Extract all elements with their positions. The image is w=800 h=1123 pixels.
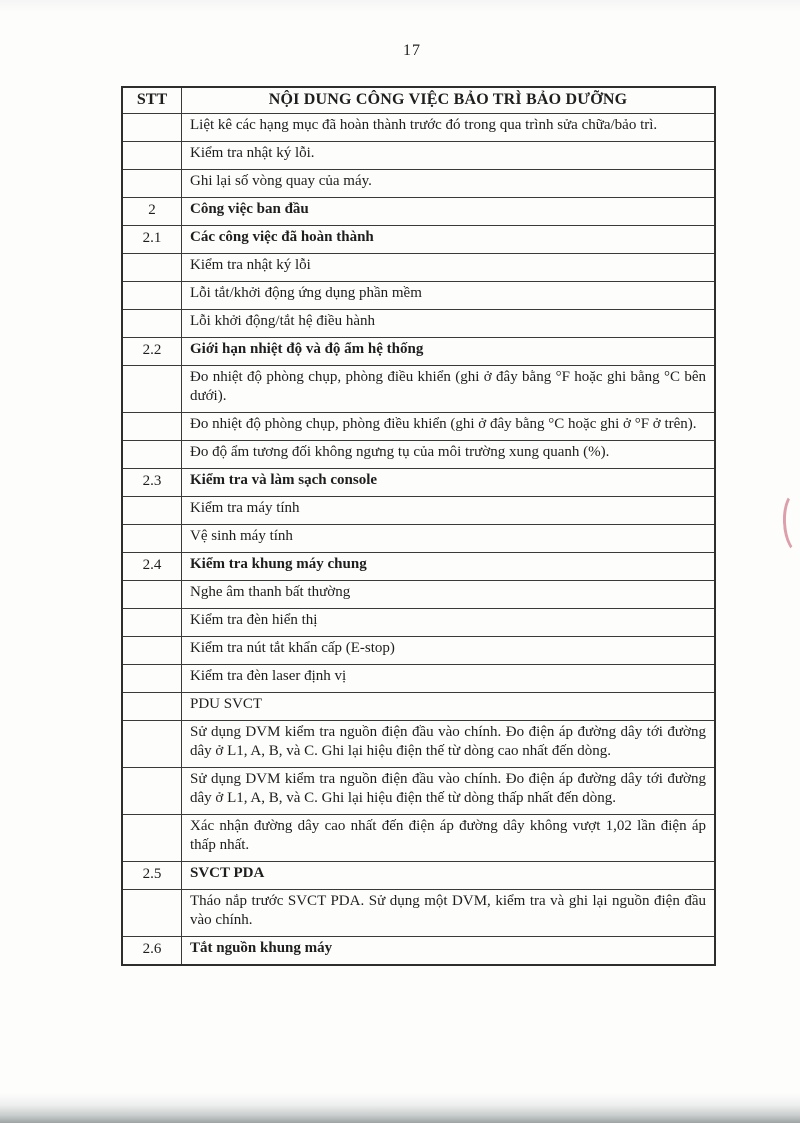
table-row <box>122 768 715 815</box>
row-content-cell: Công việc ban đầu <box>182 198 716 226</box>
row-number-cell <box>122 170 182 198</box>
table-row <box>122 890 715 937</box>
row-content-cell: Kiểm tra nhật ký lỗi <box>182 254 716 282</box>
table-row <box>122 282 715 310</box>
row-number-cell: 2.4 <box>122 553 182 581</box>
row-content-cell: Kiểm tra đèn laser định vị <box>182 665 716 693</box>
row-content-cell: Đo độ ẩm tương đối không ngưng tụ của môi trường xung quanh (%). <box>182 441 716 469</box>
row-content-cell: Lỗi khởi động/tắt hệ điều hành <box>182 310 716 338</box>
row-content-cell: Kiểm tra khung máy chung <box>182 553 716 581</box>
maintenance-table-body <box>122 114 715 966</box>
row-number-cell <box>122 114 182 142</box>
table-row <box>122 114 715 142</box>
table-row <box>122 693 715 721</box>
row-number-cell <box>122 310 182 338</box>
row-number-cell <box>122 581 182 609</box>
row-content-cell: Các công việc đã hoàn thành <box>182 226 716 254</box>
row-content-cell: Kiểm tra và làm sạch console <box>182 469 716 497</box>
header-row <box>122 87 715 114</box>
row-number-cell <box>122 254 182 282</box>
row-number-cell: 2.3 <box>122 469 182 497</box>
table-row <box>122 310 715 338</box>
row-content-cell: Xác nhận đường dây cao nhất đến điện áp đường dây không vượt 1,02 lần điện áp thấp nhất. <box>182 815 716 862</box>
table-row <box>122 609 715 637</box>
row-number-cell <box>122 497 182 525</box>
row-number-cell <box>122 142 182 170</box>
row-content-cell: PDU SVCT <box>182 693 716 721</box>
row-content-cell: Tắt nguồn khung máy <box>182 937 716 966</box>
table-row <box>122 581 715 609</box>
row-number-cell: 2 <box>122 198 182 226</box>
table-row <box>122 665 715 693</box>
row-content-cell: Giới hạn nhiệt độ và độ ẩm hệ thống <box>182 338 716 366</box>
row-content-cell: Lỗi tắt/khởi động ứng dụng phần mềm <box>182 282 716 310</box>
row-number-cell <box>122 665 182 693</box>
row-content-cell: SVCT PDA <box>182 862 716 890</box>
table-row <box>122 170 715 198</box>
row-content-cell: Tháo nắp trước SVCT PDA. Sử dụng một DVM, kiểm tra và ghi lại nguồn điện đầu vào chính. <box>182 890 716 937</box>
row-content-cell: Đo nhiệt độ phòng chụp, phòng điều khiển (ghi ở đây bằng °C hoặc ghi ở °F ở trên). <box>182 413 716 441</box>
row-number-cell <box>122 282 182 310</box>
row-content-cell: Sử dụng DVM kiểm tra nguồn điện đầu vào chính. Đo điện áp đường dây tới đường dây ở L1, A, B, và C. Ghi lại hiệu điện thế từ dòng cao nhất đến dòng. <box>182 721 716 768</box>
row-number-cell: 2.2 <box>122 338 182 366</box>
row-content-cell: Nghe âm thanh bất thường <box>182 581 716 609</box>
table-row <box>122 413 715 441</box>
table-row <box>122 226 715 254</box>
row-number-cell <box>122 890 182 937</box>
table-row <box>122 198 715 226</box>
maintenance-table <box>121 86 716 966</box>
table-row <box>122 254 715 282</box>
table-row <box>122 721 715 768</box>
row-number-cell <box>122 721 182 768</box>
row-number-cell <box>122 366 182 413</box>
row-content-cell: Kiểm tra nút tắt khẩn cấp (E-stop) <box>182 637 716 665</box>
row-number-cell <box>122 609 182 637</box>
row-number-cell: 2.1 <box>122 226 182 254</box>
row-number-cell: 2.6 <box>122 937 182 966</box>
scan-top-haze <box>0 0 800 12</box>
row-number-cell <box>122 441 182 469</box>
scan-bottom-shadow <box>0 1093 800 1123</box>
row-content-cell: Liệt kê các hạng mục đã hoàn thành trước đó trong qua trình sửa chữa/bảo trì. <box>182 114 716 142</box>
row-number-cell <box>122 413 182 441</box>
table-row <box>122 937 715 966</box>
table-row <box>122 862 715 890</box>
row-number-cell <box>122 815 182 862</box>
row-content-cell: Kiểm tra nhật ký lỗi. <box>182 142 716 170</box>
table-row <box>122 637 715 665</box>
row-content-cell: Kiểm tra máy tính <box>182 497 716 525</box>
row-number-cell <box>122 768 182 815</box>
row-content-cell: Vệ sinh máy tính <box>182 525 716 553</box>
row-number-cell <box>122 693 182 721</box>
row-number-cell <box>122 525 182 553</box>
table-row <box>122 469 715 497</box>
stamp-edge-mark <box>781 490 800 554</box>
row-content-cell: Sử dụng DVM kiểm tra nguồn điện đầu vào chính. Đo điện áp đường dây tới đường dây ở L1, A, B, và C. Ghi lại hiệu điện thế từ dòng thấp nhất đến dòng. <box>182 768 716 815</box>
row-number-cell: 2.5 <box>122 862 182 890</box>
table-row <box>122 366 715 413</box>
table-row <box>122 497 715 525</box>
table-row <box>122 142 715 170</box>
page-number: 17 <box>403 42 421 59</box>
maintenance-table-header <box>122 87 715 114</box>
table-row <box>122 525 715 553</box>
row-content-cell: Đo nhiệt độ phòng chụp, phòng điều khiển (ghi ở đây bằng °F hoặc ghi bằng °C bên dưới). <box>182 366 716 413</box>
row-content-cell: Ghi lại số vòng quay của máy. <box>182 170 716 198</box>
row-number-cell <box>122 637 182 665</box>
table-row <box>122 553 715 581</box>
header-cell-content: NỘI DUNG CÔNG VIỆC BẢO TRÌ BẢO DƯỠNG <box>182 87 716 114</box>
table-row <box>122 338 715 366</box>
row-content-cell: Kiểm tra đèn hiển thị <box>182 609 716 637</box>
table-row <box>122 441 715 469</box>
header-cell-stt: STT <box>122 87 182 114</box>
table-row <box>122 815 715 862</box>
